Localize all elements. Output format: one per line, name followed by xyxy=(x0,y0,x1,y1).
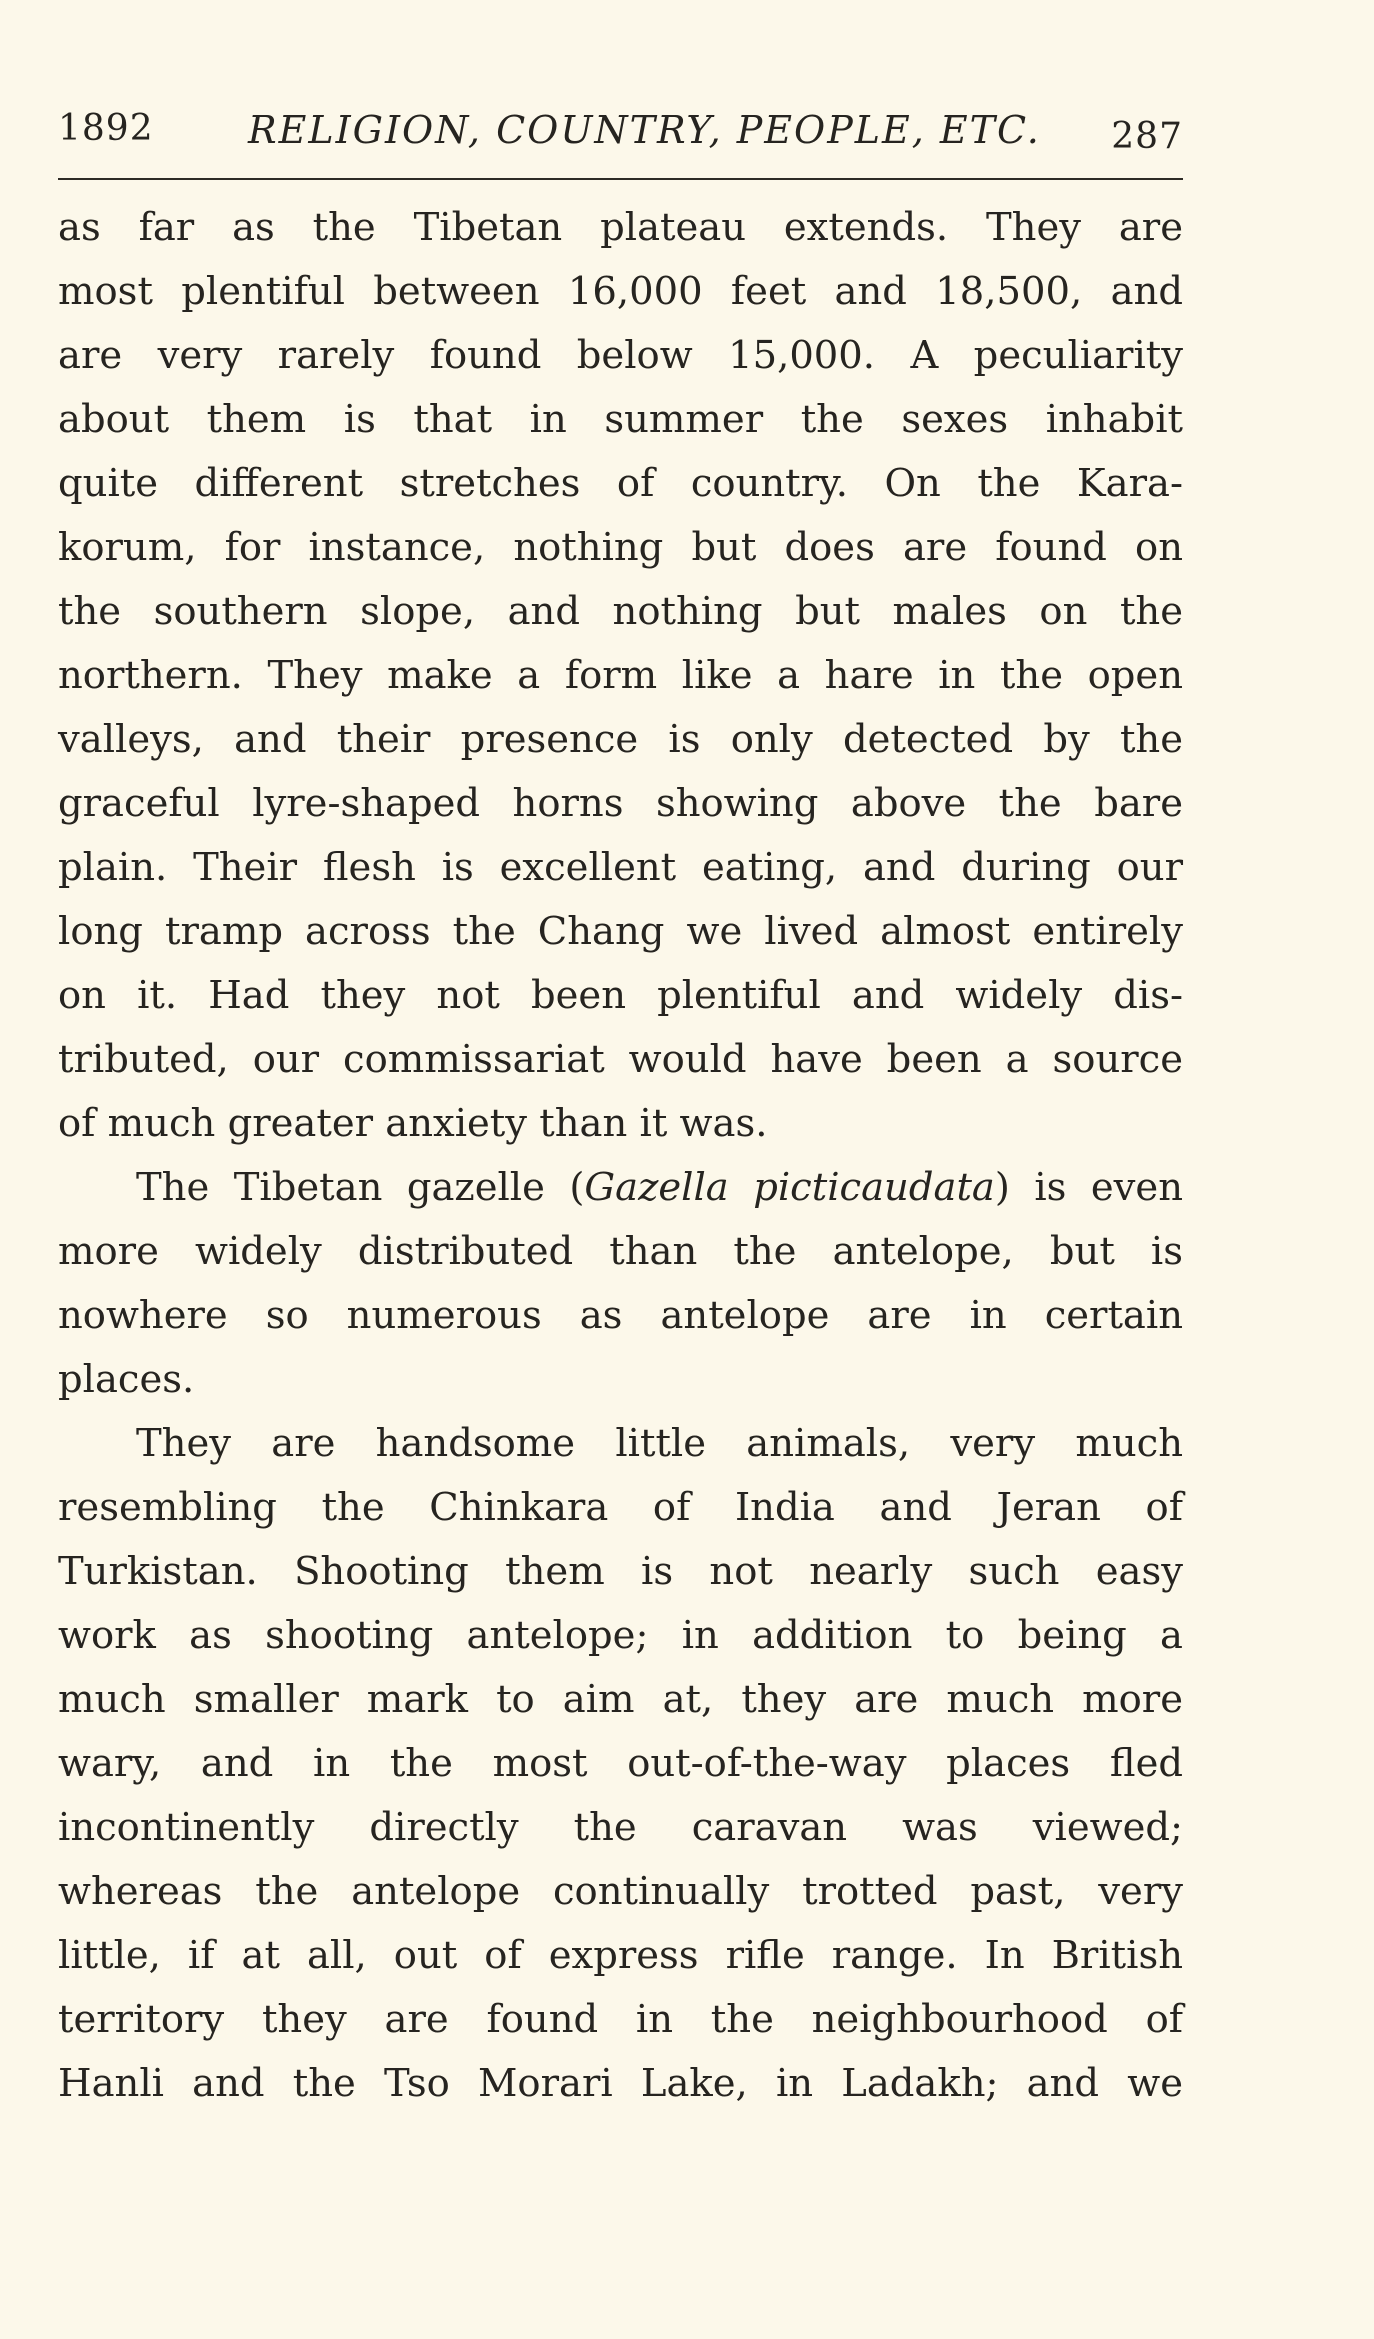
text-line: long tramp across the Chang we lived almost entirely xyxy=(58,909,1183,954)
text-line: incontinently directly the caravan was viewed; xyxy=(58,1805,1183,1850)
text-line: graceful lyre-shaped horns showing above the bare xyxy=(58,781,1183,826)
text-line: little, if at all, out of express rifle range. In British xyxy=(58,1933,1183,1978)
page-number: 287 xyxy=(1111,116,1183,157)
text-line: valleys, and their presence is only detected by the xyxy=(58,717,1183,762)
text-line: of much greater anxiety than it was. xyxy=(58,1101,768,1146)
text-line: korum, for instance, nothing but does are found on xyxy=(58,525,1183,570)
text-line: the southern slope, and nothing but males on the xyxy=(58,589,1183,634)
text-line: more widely distributed than the antelope, but is xyxy=(58,1229,1183,1274)
header-rule xyxy=(58,178,1183,180)
text-line: as far as the Tibetan plateau extends. They are xyxy=(58,205,1183,250)
species-name: Gazella picticaudata xyxy=(584,1165,995,1210)
text-line: wary, and in the most out-of-the-way places fled xyxy=(58,1741,1183,1786)
text-line: plain. Their flesh is excellent eating, and during our xyxy=(58,845,1183,890)
text-line: about them is that in summer the sexes inhabit xyxy=(58,397,1183,442)
text-line: places. xyxy=(58,1357,195,1402)
text-line: They are handsome little animals, very much xyxy=(136,1421,1183,1466)
text-run: ) is even xyxy=(994,1165,1184,1210)
text-line xyxy=(58,1156,1183,1220)
header-title: RELIGION, COUNTRY, PEOPLE, ETC. xyxy=(248,108,1041,152)
text-line: nowhere so numerous as antelope are in certain xyxy=(58,1293,1183,1338)
text-run: The Tibetan gazelle ( xyxy=(136,1165,585,1210)
text-line: most plentiful between 16,000 feet and 18,500, and xyxy=(58,269,1183,314)
text-line: on it. Had they not been plentiful and widely dis- xyxy=(58,973,1183,1018)
text-line: much smaller mark to aim at, they are much more xyxy=(58,1677,1183,1722)
header-year: 1892 xyxy=(58,108,154,149)
text-line: are very rarely found below 15,000. A peculiarity xyxy=(58,333,1183,378)
text-line: quite different stretches of country. On the Kara- xyxy=(58,461,1183,506)
body-text xyxy=(58,196,1183,2116)
text-line: whereas the antelope continually trotted past, very xyxy=(58,1869,1183,1914)
text-line: work as shooting antelope; in addition to being a xyxy=(58,1613,1183,1658)
text-line: Hanli and the Tso Morari Lake, in Ladakh; and we xyxy=(58,2061,1183,2106)
text-line: Turkistan. Shooting them is not nearly such easy xyxy=(58,1549,1183,1594)
text-line: tributed, our commissariat would have been a source xyxy=(58,1037,1183,1082)
text-line: northern. They make a form like a hare in the open xyxy=(58,653,1183,698)
running-head xyxy=(58,100,1183,160)
text-line: resembling the Chinkara of India and Jeran of xyxy=(58,1485,1183,1530)
text-line: territory they are found in the neighbourhood of xyxy=(58,1997,1183,2042)
